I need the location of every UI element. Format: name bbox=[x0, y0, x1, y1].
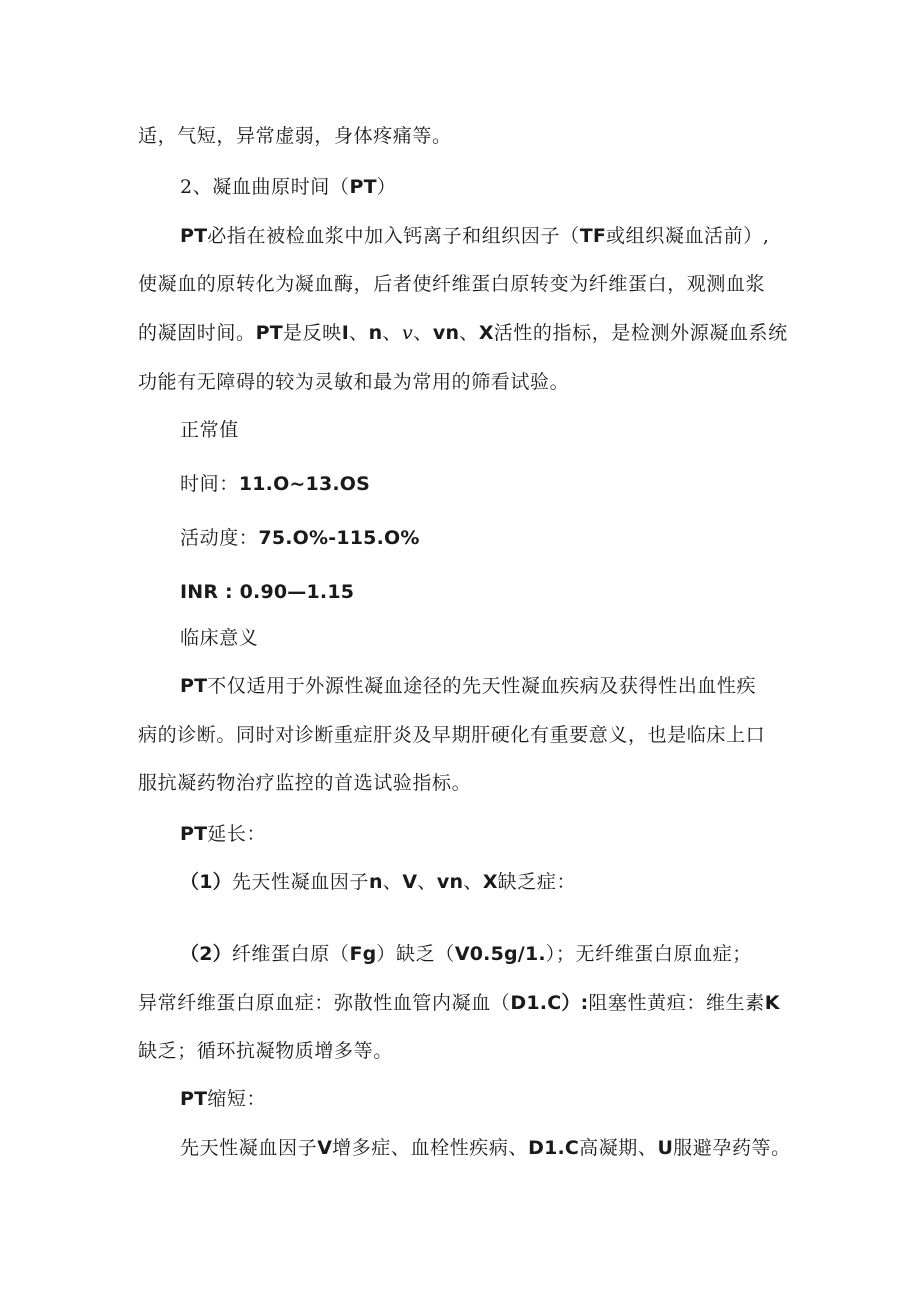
heading-text: ） bbox=[376, 176, 397, 198]
term-dic: D1.C bbox=[528, 1137, 580, 1159]
term-fg: Fg bbox=[349, 943, 377, 965]
body-text: 服抗凝药物治疗监控的首选试验指标。 bbox=[138, 772, 472, 794]
factor-label: n bbox=[369, 871, 383, 893]
body-text: U bbox=[657, 1137, 674, 1159]
subheading-text: 缩短： bbox=[207, 1088, 267, 1110]
normal-value-line bbox=[180, 526, 420, 550]
body-text: 、 bbox=[413, 322, 433, 344]
body-text: ） bbox=[376, 943, 397, 965]
body-text: ）: bbox=[561, 992, 589, 1014]
value-number: INR : 0.90—1.15 bbox=[180, 581, 355, 603]
body-text: 增多症、血栓性疾病、 bbox=[332, 1137, 529, 1159]
paragraph-line bbox=[138, 370, 569, 394]
body-text: 阻塞性黄疸：维生素 bbox=[588, 992, 765, 1014]
body-text: 缺乏；循环抗凝物质增多等。 bbox=[138, 1040, 393, 1062]
normal-value-line bbox=[180, 472, 370, 496]
list-number: （2） bbox=[180, 943, 232, 965]
body-text: 、 bbox=[417, 871, 437, 893]
term-pt: PT bbox=[180, 675, 208, 697]
body-text: 缺乏（ bbox=[396, 943, 455, 965]
body-text: 服避孕药等。 bbox=[673, 1137, 791, 1159]
factor-label: vn bbox=[436, 871, 464, 893]
list-item bbox=[180, 870, 576, 894]
body-text: 先天性凝血因子 bbox=[180, 1137, 318, 1159]
body-text: 必指在被检血浆中加入钙离子和组织因子（ bbox=[207, 225, 580, 247]
subheading-text: 正常值 bbox=[180, 419, 239, 441]
body-text: 病的诊断。同时对诊断重症肝炎及早期肝硬化有重要意义，也是临床上口 bbox=[138, 724, 766, 746]
paragraph-line bbox=[138, 272, 765, 296]
heading-text: 2、凝血曲原时间（ bbox=[180, 176, 350, 198]
paragraph-line bbox=[138, 771, 471, 795]
paragraph-line bbox=[138, 723, 765, 747]
term-pt: PT bbox=[180, 823, 208, 845]
body-text: 纤维蛋白原（ bbox=[231, 943, 350, 965]
term-vitamin-k: K bbox=[764, 992, 780, 1014]
body-text: 、 bbox=[459, 322, 479, 344]
body-text: ） bbox=[545, 943, 556, 965]
section-heading bbox=[180, 175, 396, 199]
factor-label: V bbox=[402, 871, 418, 893]
paragraph-line bbox=[180, 674, 756, 698]
value-number: V0.5g/1. bbox=[454, 943, 546, 965]
body-text: 高凝期、 bbox=[579, 1137, 658, 1159]
term-pt: PT bbox=[180, 225, 208, 247]
list-number: （1） bbox=[180, 871, 232, 893]
list-item bbox=[180, 942, 752, 966]
paragraph-line bbox=[180, 224, 770, 248]
subheading bbox=[180, 418, 239, 442]
body-text: 是反映 bbox=[282, 322, 342, 344]
paragraph-line bbox=[138, 991, 780, 1015]
body-text: 或组织凝血活前）, bbox=[606, 225, 770, 247]
paragraph-line bbox=[138, 124, 452, 148]
subheading bbox=[180, 626, 258, 650]
factor-label: X bbox=[482, 871, 498, 893]
term-pt: PT bbox=[180, 1088, 208, 1110]
factor-label: I bbox=[341, 322, 349, 344]
value-number: 11.O~13.OS bbox=[238, 473, 371, 495]
normal-value-line bbox=[180, 580, 354, 604]
subheading bbox=[180, 1087, 266, 1111]
body-text: 、 bbox=[349, 322, 369, 344]
term-tf: TF bbox=[579, 225, 607, 247]
value-number: 75.O%-115.O% bbox=[258, 527, 420, 549]
paragraph-line bbox=[138, 1039, 393, 1063]
subheading bbox=[180, 822, 266, 846]
body-text: 活性的指标，是检测外源凝血系统 bbox=[493, 322, 788, 344]
body-text: 缺乏症： bbox=[497, 871, 577, 893]
factor-label: n bbox=[368, 322, 383, 344]
value-label: 活动度： bbox=[180, 527, 259, 549]
subheading-text: 延长： bbox=[207, 823, 267, 845]
body-text: 功能有无障碍的较为灵敏和最为常用的筛看试验。 bbox=[138, 371, 570, 393]
paragraph-line bbox=[138, 321, 788, 345]
term-dic: D1.C bbox=[510, 992, 562, 1014]
factor-label: vn bbox=[432, 322, 460, 344]
body-text: 、 bbox=[382, 322, 402, 344]
body-text: 、 bbox=[382, 871, 403, 893]
body-text: 不仅适用于外源性凝血途径的先天性凝血疾病及获得性出血性疾 bbox=[207, 675, 757, 697]
body-text: 的凝固时间。 bbox=[138, 322, 256, 344]
body-text: 异常纤维蛋白原血症：弥散性血管内凝血（ bbox=[138, 992, 511, 1014]
body-text: ；无纤维蛋白原血症； bbox=[555, 943, 752, 965]
body-text: 先天性凝血因子 bbox=[231, 871, 370, 893]
factor-label: v bbox=[401, 322, 414, 344]
subheading-text: 临床意义 bbox=[180, 627, 259, 649]
heading-abbreviation: PT bbox=[349, 176, 377, 198]
value-label: 时间： bbox=[180, 473, 239, 495]
body-text: 适，气短，异常虚弱，身体疼痛等。 bbox=[138, 125, 452, 147]
factor-label: X bbox=[478, 322, 494, 344]
body-text: 使凝血的原转化为凝血酶，后者使纤维蛋白原转变为纤维蛋白，观测血浆 bbox=[138, 273, 766, 295]
paragraph-line bbox=[180, 1136, 791, 1160]
body-text: 、 bbox=[463, 871, 483, 893]
factor-label: V bbox=[317, 1137, 333, 1159]
term-pt: PT bbox=[255, 322, 283, 344]
